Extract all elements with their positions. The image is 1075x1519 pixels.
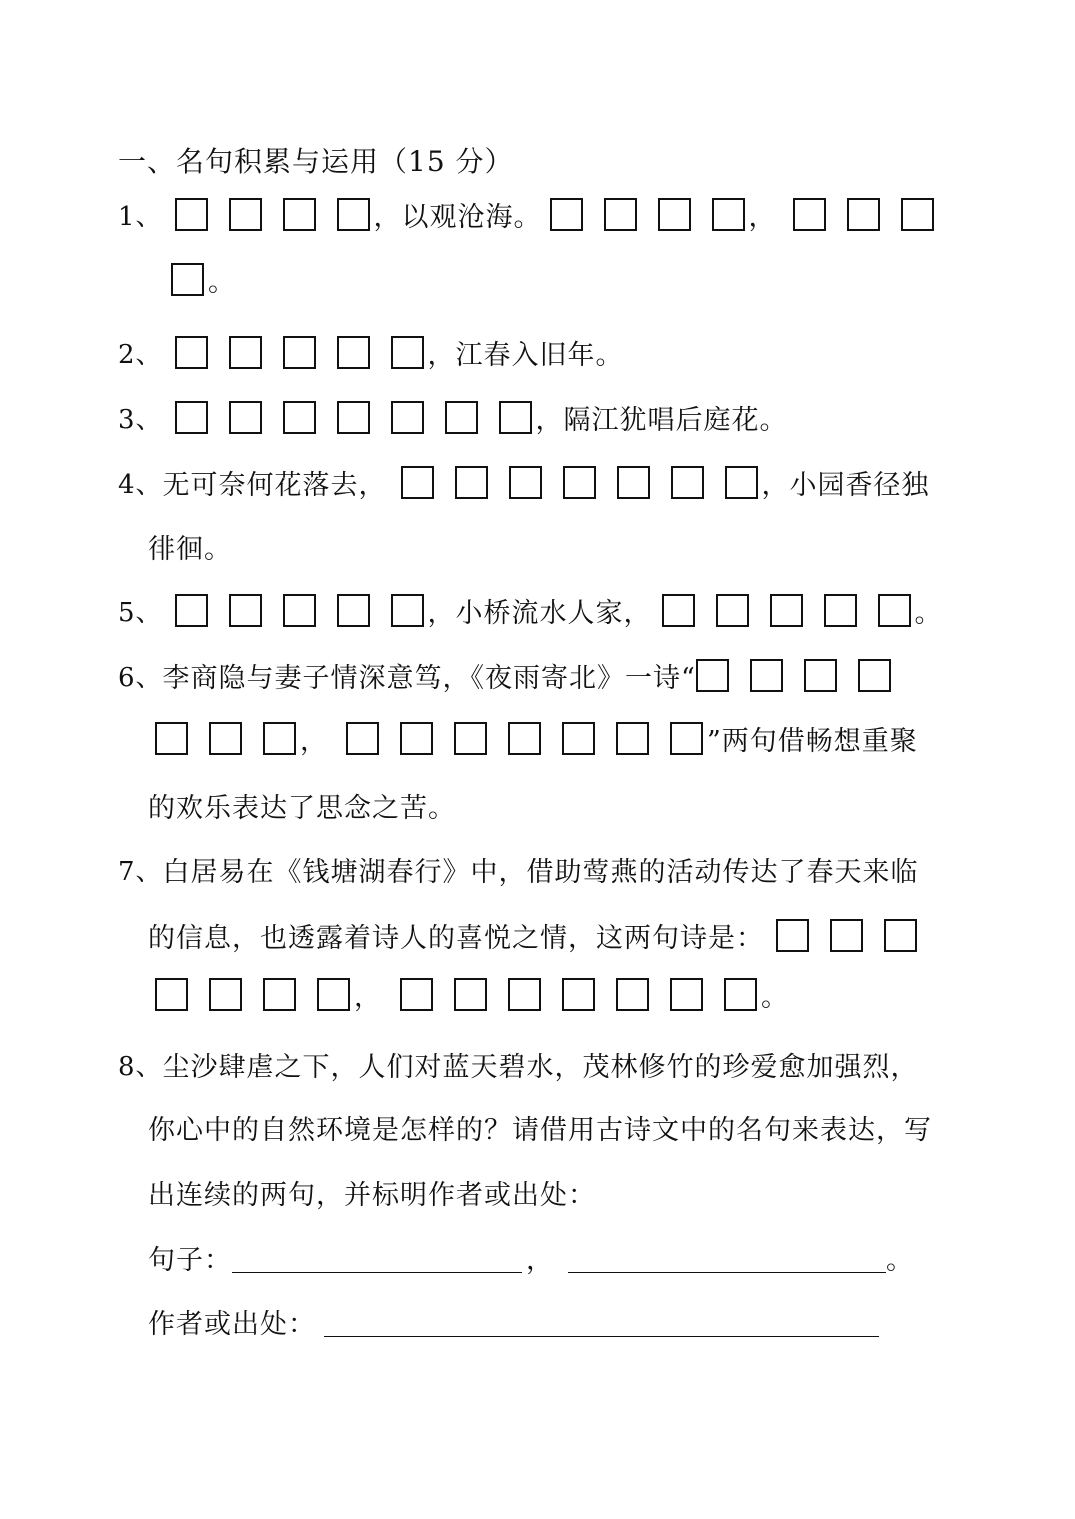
answer-box[interactable] — [671, 466, 704, 499]
answer-box[interactable] — [550, 198, 583, 231]
answer-box[interactable] — [830, 919, 863, 952]
answer-box[interactable] — [884, 919, 917, 952]
answer-box[interactable] — [263, 978, 296, 1011]
answer-box[interactable] — [824, 594, 857, 627]
question-7-continued: 的信息，也透露着诗人的喜悦之情，这两句诗是： — [148, 910, 921, 960]
question-number: 2、 — [118, 339, 163, 370]
question-6-continued: ， ”两句借畅想重聚 — [155, 713, 918, 763]
question-number: 4、 — [118, 469, 163, 500]
answer-box[interactable] — [283, 594, 316, 627]
question-8: 8、 尘沙肆虐之下，人们对蓝天碧水，茂林修竹的珍爱愈加强烈， — [118, 1039, 919, 1089]
sentence-blank-1[interactable] — [232, 1242, 522, 1273]
answer-box[interactable] — [670, 722, 703, 755]
answer-box[interactable] — [696, 659, 729, 692]
answer-box[interactable] — [508, 978, 541, 1011]
answer-box[interactable] — [712, 198, 745, 231]
answer-box[interactable] — [776, 919, 809, 952]
answer-box[interactable] — [337, 594, 370, 627]
answer-box[interactable] — [229, 198, 262, 231]
answer-box[interactable] — [229, 594, 262, 627]
answer-box[interactable] — [401, 466, 434, 499]
answer-box[interactable] — [155, 978, 188, 1011]
answer-box[interactable] — [175, 336, 208, 369]
answer-box[interactable] — [770, 594, 803, 627]
answer-box[interactable] — [509, 466, 542, 499]
answer-box[interactable] — [175, 198, 208, 231]
question-number: 6、 — [118, 662, 163, 693]
question-5: 5、 ，小桥流水人家， 。 — [118, 585, 943, 635]
answer-box[interactable] — [454, 978, 487, 1011]
author-answer-row — [148, 1296, 879, 1346]
answer-box[interactable] — [670, 978, 703, 1011]
answer-box[interactable] — [337, 336, 370, 369]
answer-box[interactable] — [229, 401, 262, 434]
question-number: 3、 — [118, 404, 163, 435]
answer-box[interactable] — [263, 722, 296, 755]
answer-box[interactable] — [508, 722, 541, 755]
answer-box[interactable] — [445, 401, 478, 434]
sentence-label: 句子： — [148, 1244, 232, 1276]
answer-box[interactable] — [337, 401, 370, 434]
question-8-continued-2: 出连续的两句，并标明作者或出处： — [148, 1179, 596, 1211]
question-number: 8、 — [118, 1051, 163, 1082]
answer-box[interactable] — [283, 198, 316, 231]
question-number: 5、 — [118, 597, 163, 628]
answer-box[interactable] — [562, 722, 595, 755]
answer-box[interactable] — [658, 198, 691, 231]
answer-box[interactable] — [562, 978, 595, 1011]
author-blank[interactable] — [324, 1306, 879, 1337]
answer-box[interactable] — [724, 978, 757, 1011]
answer-box[interactable] — [858, 659, 891, 692]
answer-box[interactable] — [229, 336, 262, 369]
author-label: 作者或出处： — [148, 1308, 316, 1340]
answer-box[interactable] — [400, 978, 433, 1011]
answer-box[interactable] — [455, 466, 488, 499]
question-6-continued-2: 的欢乐表达了思念之苦。 — [148, 792, 456, 824]
answer-box[interactable] — [337, 198, 370, 231]
question-2: 2、 ，江春入旧年。 — [118, 327, 624, 377]
answer-box[interactable] — [171, 263, 204, 296]
answer-box[interactable] — [283, 336, 316, 369]
answer-box[interactable] — [391, 401, 424, 434]
answer-box[interactable] — [400, 722, 433, 755]
answer-box[interactable] — [391, 594, 424, 627]
question-number: 1、 — [118, 201, 163, 232]
question-4: 4、 无可奈何花落去， ，小园香径独 — [118, 457, 930, 507]
answer-box[interactable] — [617, 466, 650, 499]
answer-box[interactable] — [616, 722, 649, 755]
answer-box[interactable] — [716, 594, 749, 627]
question-7: 7、 白居易在《钱塘湖春行》中，借助莺燕的活动传达了春天来临 — [118, 844, 919, 894]
question-1-continued: 。 — [171, 254, 236, 304]
answer-box[interactable] — [283, 401, 316, 434]
answer-box[interactable] — [604, 198, 637, 231]
answer-box[interactable] — [391, 336, 424, 369]
answer-box[interactable] — [209, 722, 242, 755]
question-4-continued: 徘徊。 — [148, 533, 232, 565]
answer-box[interactable] — [662, 594, 695, 627]
answer-box[interactable] — [317, 978, 350, 1011]
answer-box[interactable] — [175, 401, 208, 434]
sentence-blank-2[interactable] — [568, 1242, 886, 1273]
answer-box[interactable] — [878, 594, 911, 627]
answer-box[interactable] — [793, 198, 826, 231]
question-8-continued: 你心中的自然环境是怎样的？请借用古诗文中的名句来表达，写 — [148, 1114, 932, 1146]
answer-box[interactable] — [725, 466, 758, 499]
question-1: 1、 ，以观沧海。 ， — [118, 189, 938, 239]
answer-box[interactable] — [499, 401, 532, 434]
answer-box[interactable] — [847, 198, 880, 231]
answer-box[interactable] — [750, 659, 783, 692]
question-3: 3、 ，隔江犹唱后庭花。 — [118, 392, 788, 442]
answer-box[interactable] — [901, 198, 934, 231]
section-title: 一、名句积累与运用（15 分） — [118, 145, 514, 178]
answer-box[interactable] — [346, 722, 379, 755]
answer-box[interactable] — [454, 722, 487, 755]
answer-box[interactable] — [804, 659, 837, 692]
sentence-answer-row: 句子： ， 。 — [148, 1232, 914, 1282]
answer-box[interactable] — [616, 978, 649, 1011]
answer-box[interactable] — [563, 466, 596, 499]
answer-box[interactable] — [155, 722, 188, 755]
question-7-continued-2: ， 。 — [155, 969, 789, 1019]
question-number: 7、 — [118, 856, 163, 887]
answer-box[interactable] — [209, 978, 242, 1011]
question-6: 6、 李商隐与妻子情深意笃，《夜雨寄北》一诗“ — [118, 650, 895, 700]
answer-box[interactable] — [175, 594, 208, 627]
